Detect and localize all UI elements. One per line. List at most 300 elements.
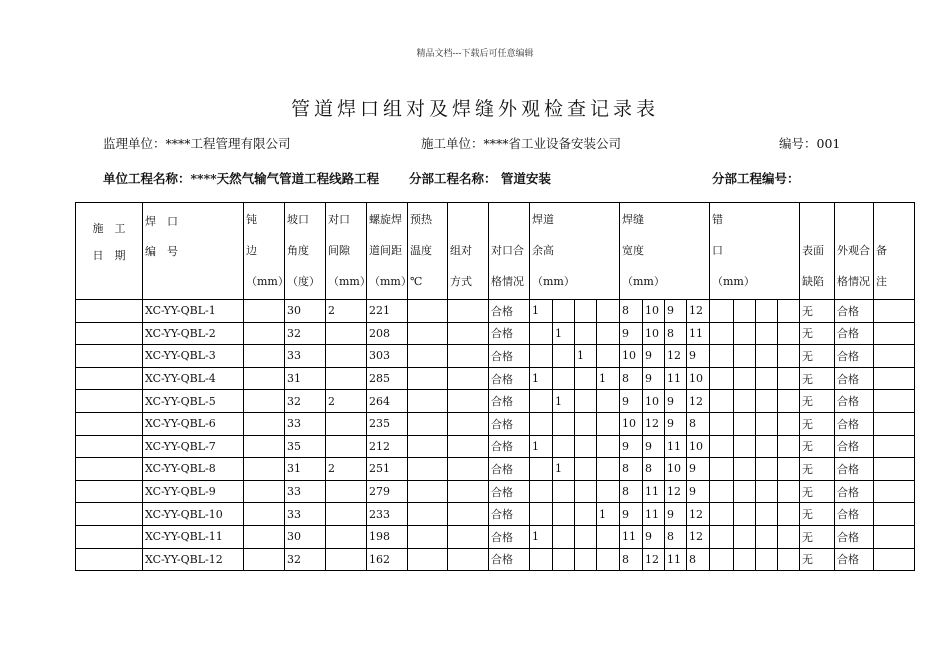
table-row [76,412,915,435]
cell-fitup-status: 合格 [489,390,530,413]
cell-misalignment [756,322,778,345]
cell-misalignment [710,458,734,481]
cell-weld-width: 9 [643,345,665,368]
cell-weld-width: 11 [620,525,643,548]
header-preheat-temp: 预热 温度 ℃ [408,203,448,300]
cell-fitup-status: 合格 [489,322,530,345]
cell-root-gap [326,480,367,503]
cell-date [76,367,143,390]
cell-date [76,390,143,413]
cell-weld-width: 12 [687,300,710,323]
cell-spiral-spacing: 233 [367,503,408,526]
cell-misalignment [756,458,778,481]
cell-bevel-angle: 30 [285,300,326,323]
cell-weld-width: 9 [665,503,687,526]
cell-fitup-status: 合格 [489,435,530,458]
cell-fitup-method [448,503,489,526]
cell-reinforcement [553,503,575,526]
header-spiral-spacing: 螺旋焊 道间距 （mm） [367,203,408,300]
cell-spiral-spacing: 198 [367,525,408,548]
cell-reinforcement [553,548,575,571]
cell-weld-width: 9 [643,367,665,390]
cell-weld-width: 9 [687,458,710,481]
weld-record-table [75,202,915,571]
cell-fitup-method [448,345,489,368]
cell-reinforcement: 1 [575,345,597,368]
cell-date [76,435,143,458]
header-weld-width: 焊缝 宽度 （mm） [620,203,710,300]
cell-reinforcement [553,412,575,435]
cell-reinforcement [530,412,553,435]
cell-appearance-status: 合格 [835,503,874,526]
cell-weld-width: 11 [687,322,710,345]
cell-reinforcement [530,548,553,571]
cell-appearance-status: 合格 [835,480,874,503]
cell-reinforcement [530,390,553,413]
cell-preheat-temp [408,548,448,571]
cell-preheat-temp [408,322,448,345]
cell-weld-width: 8 [687,412,710,435]
cell-weld-width: 12 [643,412,665,435]
cell-misalignment [778,548,800,571]
cell-remark [874,480,915,503]
unit-project-name: 单位工程名称：****天然气输气管道工程线路工程 [103,171,380,186]
cell-weld-width: 12 [687,390,710,413]
cell-bevel-angle: 33 [285,345,326,368]
cell-remark [874,548,915,571]
cell-bevel-angle: 31 [285,458,326,481]
cell-spiral-spacing: 264 [367,390,408,413]
cell-weld-width: 12 [687,525,710,548]
cell-preheat-temp [408,480,448,503]
cell-weld-number: XC-YY-QBL-11 [143,525,244,548]
cell-fitup-status: 合格 [489,525,530,548]
cell-surface-defect: 无 [800,435,835,458]
cell-reinforcement [575,300,597,323]
cell-fitup-status: 合格 [489,412,530,435]
cell-date [76,345,143,368]
cell-misalignment [734,525,756,548]
cell-spiral-spacing: 279 [367,480,408,503]
cell-misalignment [734,322,756,345]
cell-weld-width: 10 [643,390,665,413]
cell-misalignment [710,367,734,390]
cell-reinforcement [597,548,620,571]
cell-blunt-edge [244,412,285,435]
cell-fitup-method [448,435,489,458]
cell-reinforcement [553,435,575,458]
cell-reinforcement [597,345,620,368]
cell-root-gap: 2 [326,300,367,323]
cell-spiral-spacing: 285 [367,367,408,390]
cell-reinforcement [575,503,597,526]
cell-misalignment [778,412,800,435]
cell-reinforcement [575,412,597,435]
table-row [76,548,915,571]
cell-misalignment [734,503,756,526]
header-note: 精品文档---下载后可任意编辑 [416,49,534,59]
cell-bevel-angle: 30 [285,525,326,548]
cell-misalignment [778,367,800,390]
cell-weld-number: XC-YY-QBL-5 [143,390,244,413]
cell-reinforcement [530,503,553,526]
cell-appearance-status: 合格 [835,367,874,390]
cell-fitup-method [448,322,489,345]
cell-surface-defect: 无 [800,503,835,526]
cell-weld-width: 12 [665,480,687,503]
cell-misalignment [710,390,734,413]
table-row [76,503,915,526]
cell-misalignment [756,367,778,390]
cell-reinforcement [553,367,575,390]
cell-fitup-status: 合格 [489,458,530,481]
cell-weld-width: 10 [620,412,643,435]
cell-spiral-spacing: 303 [367,345,408,368]
cell-blunt-edge [244,435,285,458]
table-row [76,322,915,345]
cell-surface-defect: 无 [800,548,835,571]
cell-weld-width: 9 [687,480,710,503]
header-reinforcement: 焊道 余高 （mm） [530,203,620,300]
cell-surface-defect: 无 [800,390,835,413]
cell-misalignment [734,435,756,458]
cell-fitup-method [448,458,489,481]
cell-surface-defect: 无 [800,412,835,435]
table-row [76,367,915,390]
cell-remark [874,435,915,458]
cell-bevel-angle: 32 [285,322,326,345]
cell-reinforcement [553,300,575,323]
contractor-unit: 施工单位：****省工业设备安装公司 [421,136,622,151]
cell-appearance-status: 合格 [835,322,874,345]
cell-weld-number: XC-YY-QBL-6 [143,412,244,435]
cell-fitup-status: 合格 [489,367,530,390]
cell-misalignment [710,300,734,323]
cell-appearance-status: 合格 [835,412,874,435]
cell-fitup-method [448,525,489,548]
cell-bevel-angle: 31 [285,367,326,390]
cell-misalignment [778,300,800,323]
cell-blunt-edge [244,367,285,390]
cell-reinforcement [530,345,553,368]
cell-reinforcement: 1 [553,390,575,413]
cell-weld-number: XC-YY-QBL-10 [143,503,244,526]
cell-bevel-angle: 32 [285,548,326,571]
table-row [76,390,915,413]
cell-remark [874,390,915,413]
cell-misalignment [756,503,778,526]
cell-weld-width: 12 [643,548,665,571]
cell-reinforcement [597,525,620,548]
cell-appearance-status: 合格 [835,458,874,481]
cell-misalignment [778,480,800,503]
header-construction-date: 施 工 日 期 [76,203,143,300]
cell-spiral-spacing: 251 [367,458,408,481]
cell-weld-number: XC-YY-QBL-12 [143,548,244,571]
cell-surface-defect: 无 [800,300,835,323]
cell-weld-width: 9 [620,435,643,458]
cell-reinforcement: 1 [530,367,553,390]
cell-reinforcement: 1 [530,300,553,323]
cell-reinforcement [597,458,620,481]
header-misalignment: 错 口 （mm） [710,203,800,300]
table-row [76,458,915,481]
cell-fitup-method [448,480,489,503]
cell-weld-number: XC-YY-QBL-8 [143,458,244,481]
cell-root-gap [326,435,367,458]
cell-reinforcement [530,458,553,481]
cell-preheat-temp [408,458,448,481]
cell-fitup-status: 合格 [489,548,530,571]
cell-preheat-temp [408,412,448,435]
cell-weld-width: 11 [643,503,665,526]
cell-misalignment [710,322,734,345]
cell-reinforcement [597,435,620,458]
cell-weld-width: 8 [620,300,643,323]
cell-root-gap [326,525,367,548]
cell-weld-number: XC-YY-QBL-7 [143,435,244,458]
cell-misalignment [778,435,800,458]
cell-misalignment [734,412,756,435]
cell-date [76,548,143,571]
table-row [76,525,915,548]
cell-weld-width: 8 [643,458,665,481]
cell-spiral-spacing: 212 [367,435,408,458]
cell-preheat-temp [408,435,448,458]
cell-reinforcement: 1 [530,435,553,458]
cell-misalignment [756,480,778,503]
cell-spiral-spacing: 221 [367,300,408,323]
supervisor-unit: 监理单位：****工程管理有限公司 [103,136,291,151]
cell-reinforcement [575,525,597,548]
cell-misalignment [756,345,778,368]
cell-weld-width: 9 [643,435,665,458]
cell-weld-width: 8 [620,480,643,503]
cell-reinforcement: 1 [530,525,553,548]
cell-remark [874,525,915,548]
cell-surface-defect: 无 [800,345,835,368]
cell-weld-number: XC-YY-QBL-9 [143,480,244,503]
header-weld-number: 焊 口 编 号 [143,203,244,300]
cell-remark [874,322,915,345]
cell-misalignment [756,412,778,435]
cell-misalignment [734,390,756,413]
cell-date [76,525,143,548]
cell-spiral-spacing: 162 [367,548,408,571]
header-bevel-angle: 坡口 角度 （度） [285,203,326,300]
table-row [76,345,915,368]
cell-misalignment [778,345,800,368]
cell-misalignment [710,480,734,503]
cell-preheat-temp [408,300,448,323]
cell-spiral-spacing: 208 [367,322,408,345]
cell-reinforcement [575,480,597,503]
cell-reinforcement [553,480,575,503]
cell-fitup-method [448,390,489,413]
header-remark: 备 注 [874,203,915,300]
cell-weld-number: XC-YY-QBL-1 [143,300,244,323]
cell-misalignment [734,367,756,390]
cell-date [76,503,143,526]
cell-reinforcement [575,322,597,345]
cell-blunt-edge [244,390,285,413]
cell-root-gap [326,322,367,345]
table-header-row [76,203,915,300]
cell-surface-defect: 无 [800,367,835,390]
cell-date [76,412,143,435]
cell-reinforcement: 1 [553,458,575,481]
cell-weld-width: 8 [687,548,710,571]
cell-reinforcement [597,390,620,413]
cell-reinforcement: 1 [597,503,620,526]
cell-weld-width: 9 [643,525,665,548]
cell-surface-defect: 无 [800,322,835,345]
table-row [76,300,915,323]
cell-fitup-method [448,367,489,390]
cell-misalignment [710,548,734,571]
cell-weld-width: 10 [643,300,665,323]
cell-reinforcement [575,390,597,413]
cell-blunt-edge [244,503,285,526]
cell-reinforcement: 1 [597,367,620,390]
cell-blunt-edge [244,458,285,481]
cell-misalignment [734,480,756,503]
cell-root-gap: 2 [326,390,367,413]
cell-blunt-edge [244,525,285,548]
cell-root-gap [326,548,367,571]
header-fitup-method: 组对 方式 [448,203,489,300]
cell-weld-width: 8 [620,548,643,571]
cell-appearance-status: 合格 [835,525,874,548]
cell-surface-defect: 无 [800,480,835,503]
cell-root-gap [326,345,367,368]
cell-fitup-method [448,412,489,435]
cell-weld-number: XC-YY-QBL-3 [143,345,244,368]
cell-misalignment [756,390,778,413]
header-blunt-edge: 钝 边 （mm） [244,203,285,300]
cell-weld-width: 9 [665,412,687,435]
cell-misalignment [710,503,734,526]
cell-weld-number: XC-YY-QBL-4 [143,367,244,390]
cell-misalignment [734,300,756,323]
cell-blunt-edge [244,345,285,368]
cell-reinforcement: 1 [553,322,575,345]
cell-blunt-edge [244,322,285,345]
cell-misalignment [756,435,778,458]
document-title: 管道焊口组对及焊缝外观检查记录表 [290,98,659,120]
cell-reinforcement [597,322,620,345]
cell-weld-width: 10 [665,458,687,481]
cell-weld-width: 11 [665,367,687,390]
cell-weld-width: 10 [687,435,710,458]
cell-weld-width: 8 [665,525,687,548]
cell-weld-width: 11 [643,480,665,503]
cell-bevel-angle: 33 [285,503,326,526]
cell-reinforcement [575,458,597,481]
cell-weld-width: 11 [665,435,687,458]
cell-preheat-temp [408,503,448,526]
header-appearance-status: 外观合 格情况 [835,203,874,300]
cell-preheat-temp [408,367,448,390]
cell-reinforcement [597,412,620,435]
cell-misalignment [756,525,778,548]
cell-appearance-status: 合格 [835,345,874,368]
cell-root-gap: 2 [326,458,367,481]
cell-weld-width: 10 [643,322,665,345]
cell-date [76,480,143,503]
cell-misalignment [778,322,800,345]
cell-remark [874,458,915,481]
cell-root-gap [326,412,367,435]
cell-reinforcement [575,435,597,458]
cell-remark [874,300,915,323]
cell-misalignment [710,345,734,368]
cell-appearance-status: 合格 [835,435,874,458]
cell-surface-defect: 无 [800,458,835,481]
cell-reinforcement [575,367,597,390]
cell-reinforcement [553,525,575,548]
cell-reinforcement [575,548,597,571]
cell-weld-number: XC-YY-QBL-2 [143,322,244,345]
cell-weld-width: 11 [665,548,687,571]
cell-misalignment [756,548,778,571]
cell-root-gap [326,503,367,526]
cell-weld-width: 10 [620,345,643,368]
cell-misalignment [710,525,734,548]
cell-weld-width: 12 [687,503,710,526]
document-number: 编号：001 [779,136,841,151]
cell-spiral-spacing: 235 [367,412,408,435]
cell-fitup-method [448,300,489,323]
cell-misalignment [778,503,800,526]
cell-weld-width: 9 [620,390,643,413]
cell-blunt-edge [244,480,285,503]
cell-date [76,458,143,481]
cell-weld-width: 9 [620,503,643,526]
cell-weld-width: 9 [665,300,687,323]
cell-blunt-edge [244,548,285,571]
cell-preheat-temp [408,345,448,368]
cell-weld-width: 9 [620,322,643,345]
cell-appearance-status: 合格 [835,300,874,323]
header-surface-defect: 表面 缺陷 [800,203,835,300]
cell-misalignment [710,435,734,458]
cell-weld-width: 12 [665,345,687,368]
cell-reinforcement [530,480,553,503]
cell-preheat-temp [408,525,448,548]
cell-fitup-status: 合格 [489,300,530,323]
cell-blunt-edge [244,300,285,323]
cell-reinforcement [597,480,620,503]
cell-misalignment [778,390,800,413]
cell-date [76,300,143,323]
cell-weld-width: 8 [620,458,643,481]
cell-remark [874,367,915,390]
cell-misalignment [734,345,756,368]
cell-misalignment [710,412,734,435]
cell-fitup-method [448,548,489,571]
cell-reinforcement [553,345,575,368]
header-fitup-status: 对口合 格情况 [489,203,530,300]
cell-weld-width: 10 [687,367,710,390]
cell-misalignment [734,458,756,481]
sub-project-name: 分部工程名称： 管道安装 [409,171,551,186]
cell-surface-defect: 无 [800,525,835,548]
cell-remark [874,412,915,435]
cell-remark [874,345,915,368]
table-row [76,435,915,458]
cell-weld-width: 9 [665,390,687,413]
